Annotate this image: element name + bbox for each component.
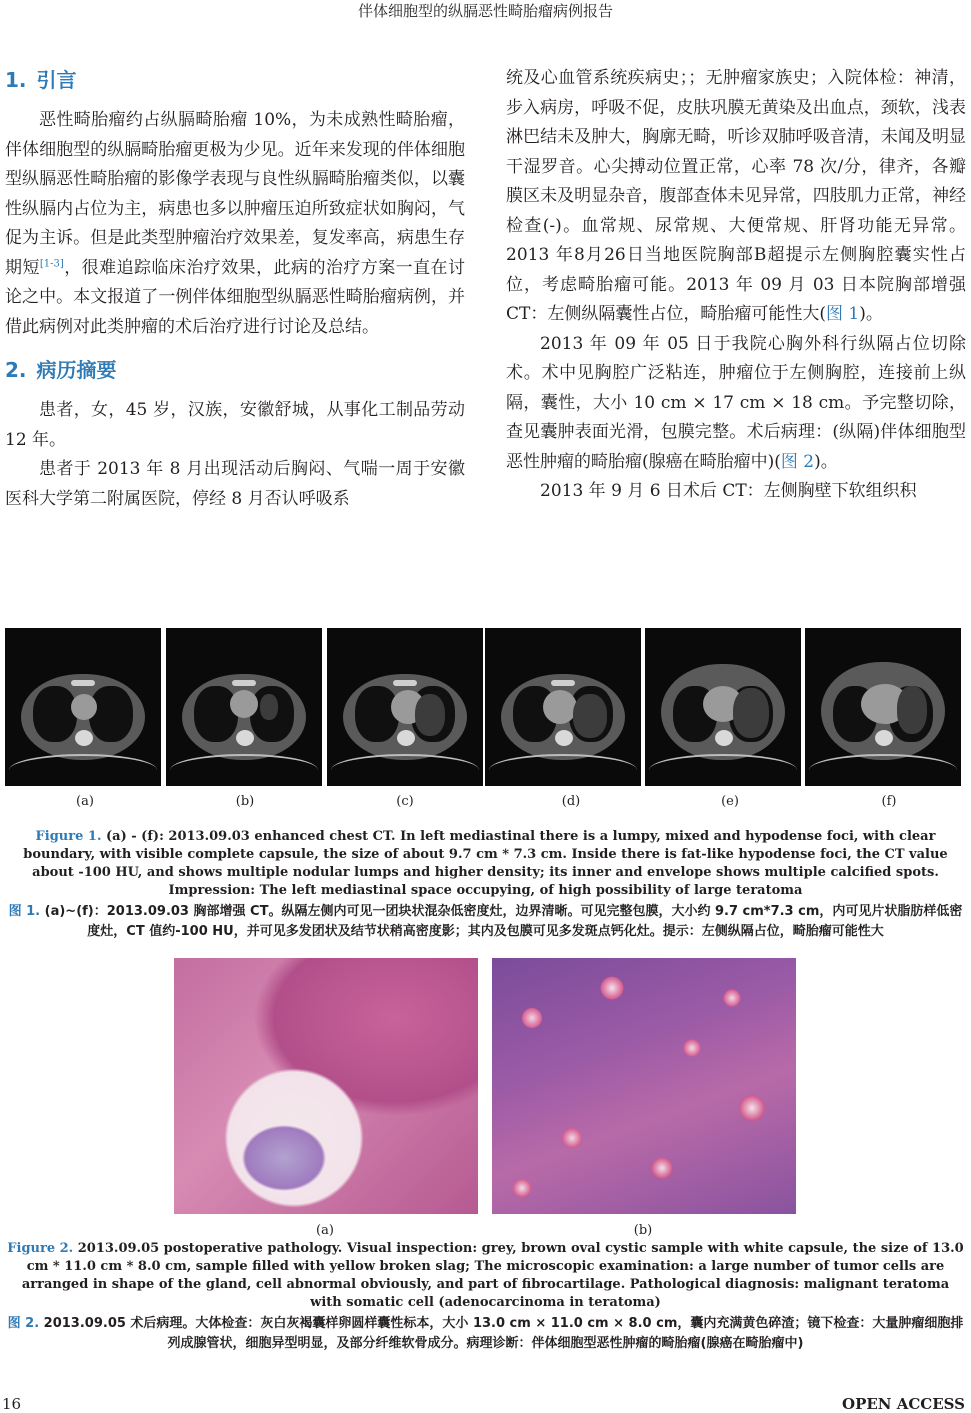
figure-tag: Figure 2. (7, 1241, 74, 1256)
ct-image-d (485, 628, 641, 786)
pathology-image-b (492, 958, 796, 1214)
figure-2-caption-en (5, 1240, 966, 1312)
case-text: )。 (859, 304, 883, 324)
ct-image-b (166, 628, 322, 786)
figure-1-panel-labels (5, 794, 966, 812)
open-access-label: OPEN ACCESS (842, 1395, 965, 1413)
case-paragraph-5: 2013 年 9 月 6 日术后 CT：左侧胸壁下软组织积 (540, 481, 917, 501)
ct-image-f (805, 628, 961, 786)
intro-paragraph (5, 106, 465, 342)
figure-2-link[interactable]: 图 2 (780, 451, 815, 472)
section-heading-case (5, 354, 465, 386)
intro-text-b: ，很难追踪临床治疗效果，此病的治疗方案一直在讨论之中。本文报道了一例伴体细胞型纵膈恶性畸胎瘤病例，并借此病例对此类肿瘤的术后治疗进行讨论及总结。 (5, 257, 466, 337)
section-number: 2. (5, 358, 27, 382)
panel-label-d: (d) (561, 794, 581, 809)
section-title: 引言 (36, 68, 77, 92)
figure-1-ct-strip (5, 628, 966, 786)
figure-1-link[interactable]: 图 1 (825, 304, 860, 324)
ct-image-e (645, 628, 801, 786)
figure-1-caption-zh (5, 902, 966, 942)
section-number: 1. (5, 68, 27, 92)
caption-text: (a) - (f): 2013.09.03 enhanced chest CT. In left mediastinal there is a lumpy, mixed and hypodense foci, with clear boundary, with visible complete capsule, the size of about 9.7 cm * 7.3 cm. Inside there is fat-like hypodense foci, the CT value about -100 HU, and shows multiple nodular lumps and higher density; its inner and envelope shows multiple calcified spots. Impression: The left mediastinal space occupying, of high possibility of large teratoma (23, 829, 948, 898)
panel-label-b: (b) (633, 1223, 653, 1238)
figure-2-caption-zh (5, 1314, 966, 1354)
case-paragraph-3 (506, 64, 966, 330)
figure-1-caption-en (5, 828, 966, 900)
page-number: 16 (2, 1395, 22, 1413)
running-head: 伴体细胞型的纵膈恶性畸胎瘤病例报告 (357, 2, 613, 20)
panel-label-a: (a) (316, 1223, 334, 1238)
caption-text: (a)~(f)：2013.09.03 胸部增强 CT。纵隔左侧内可见一团块状混杂低密度灶，边界清晰。可见完整包膜，大小约 9.7 cm*7.3 cm，内可见片状脂肪样低密度灶，CT 值约-100 HU，并可见多发团状及结节状稍高密度影；其内及包膜可见多发斑点钙化灶。提示：左侧纵隔占位，畸胎瘤可能性大 (40, 904, 963, 939)
panel-label-a: (a) (76, 794, 94, 809)
panel-label-f: (f) (881, 794, 897, 809)
case-text: 统及心血管系统疾病史；；无肿瘤家族史；入院体检：神清，步入病房，呼吸不促，皮肤巩膜无黄染及出血点，颈软，浅表淋巴结未及肿大，胸廓无畸，听诊双肺呼吸音清，未闻及明显干湿罗音。心尖搏动位置正常，心率 78 次/分，律齐，各瓣膜区未及明显杂音，腹部查体未见异常，四肢肌力正常，神经检查(-)。血常规、尿常规、大便常规、肝肾功能无异常。2013 年8月26日当地医院胸部B超提示左侧胸腔囊实性占位，考虑畸胎瘤可能。2013 年 09 月 03 日本院胸部增强CT：左侧纵隔囊性占位，畸胎瘤可能性大( (506, 68, 966, 324)
case-paragraph-1: 患者，女，45 岁，汉族，安徽舒城，从事化工制品劳动 12 年。 (5, 400, 465, 450)
pathology-image-a (174, 958, 478, 1214)
ct-image-c (327, 628, 483, 786)
panel-label-c: (c) (396, 794, 414, 809)
figure-tag: 图 1. (8, 904, 41, 919)
right-column (506, 64, 966, 507)
ct-image-a (5, 628, 161, 786)
panel-label-e: (e) (721, 794, 739, 809)
case-paragraph-4 (506, 330, 966, 478)
caption-text: 2013.09.05 postoperative pathology. Visual inspection: grey, brown oval cystic sample with white capsule, the size of 13.0 cm * 11.0 cm * 8.0 cm, sample filled with yellow broken slag; The microscopic examination: a large number of tumor cells are arranged in shape of the gland, cell abnormal obviously, and part of fibrocartilage. Pathological diagnosis: malignant teratoma with somatic cell (adenocarcinoma in teratoma) (21, 1241, 964, 1310)
section-heading-intro (5, 64, 465, 96)
figure-tag: 图 2. (7, 1316, 40, 1331)
figure-tag: Figure 1. (35, 829, 102, 844)
citation-link[interactable]: [1-3] (39, 257, 64, 269)
left-column (5, 58, 465, 514)
intro-text-a: 恶性畸胎瘤约占纵膈畸胎瘤 10%，为未成熟性畸胎瘤，伴体细胞型的纵膈畸胎瘤更极为少见。近年来发现的伴体细胞型纵膈恶性畸胎瘤的影像学表现与良性纵膈畸胎瘤类似，以囊性纵膈内占位为主，病患也多以肿瘤压迫所致症状如胸闷，气促为主诉。但是此类型肿瘤治疗效果差，复发率高，病患生存期短 (5, 110, 465, 278)
case-paragraph-2: 患者于 2013 年 8 月出现活动后胸闷、气喘一周于安徽医科大学第二附属医院，停经 8 月否认呼吸系 (5, 459, 465, 509)
case-text: 2013 年 09 年 05 日于我院心胸外科行纵隔占位切除术。术中见胸腔广泛粘连，肿瘤位于左侧胸腔，连接前上纵隔，囊性，大小 10 cm × 17 cm × 18 cm。予完整切除，查见囊肿表面光滑，包膜完整。术后病理：(纵隔)伴体细胞型恶性肿瘤的畸胎瘤(腺癌在畸胎瘤中)( (506, 333, 966, 472)
case-text: )。 (814, 451, 838, 472)
section-title: 病历摘要 (36, 358, 117, 382)
panel-label-b: (b) (235, 794, 255, 809)
caption-text: 2013.09.05 术后病理。大体检查：灰白灰褐囊样卵圆样囊性标本，大小 13.0 cm × 11.0 cm × 8.0 cm，囊内充满黄色碎渣；镜下检查：大量肿瘤细胞排列成腺管状，细胞异型明显，及部分纤维软骨成分。病理诊断：伴体细胞型恶性肿瘤的畸胎瘤(腺癌在畸胎瘤中) (39, 1316, 964, 1351)
page-footer (0, 1395, 971, 1412)
